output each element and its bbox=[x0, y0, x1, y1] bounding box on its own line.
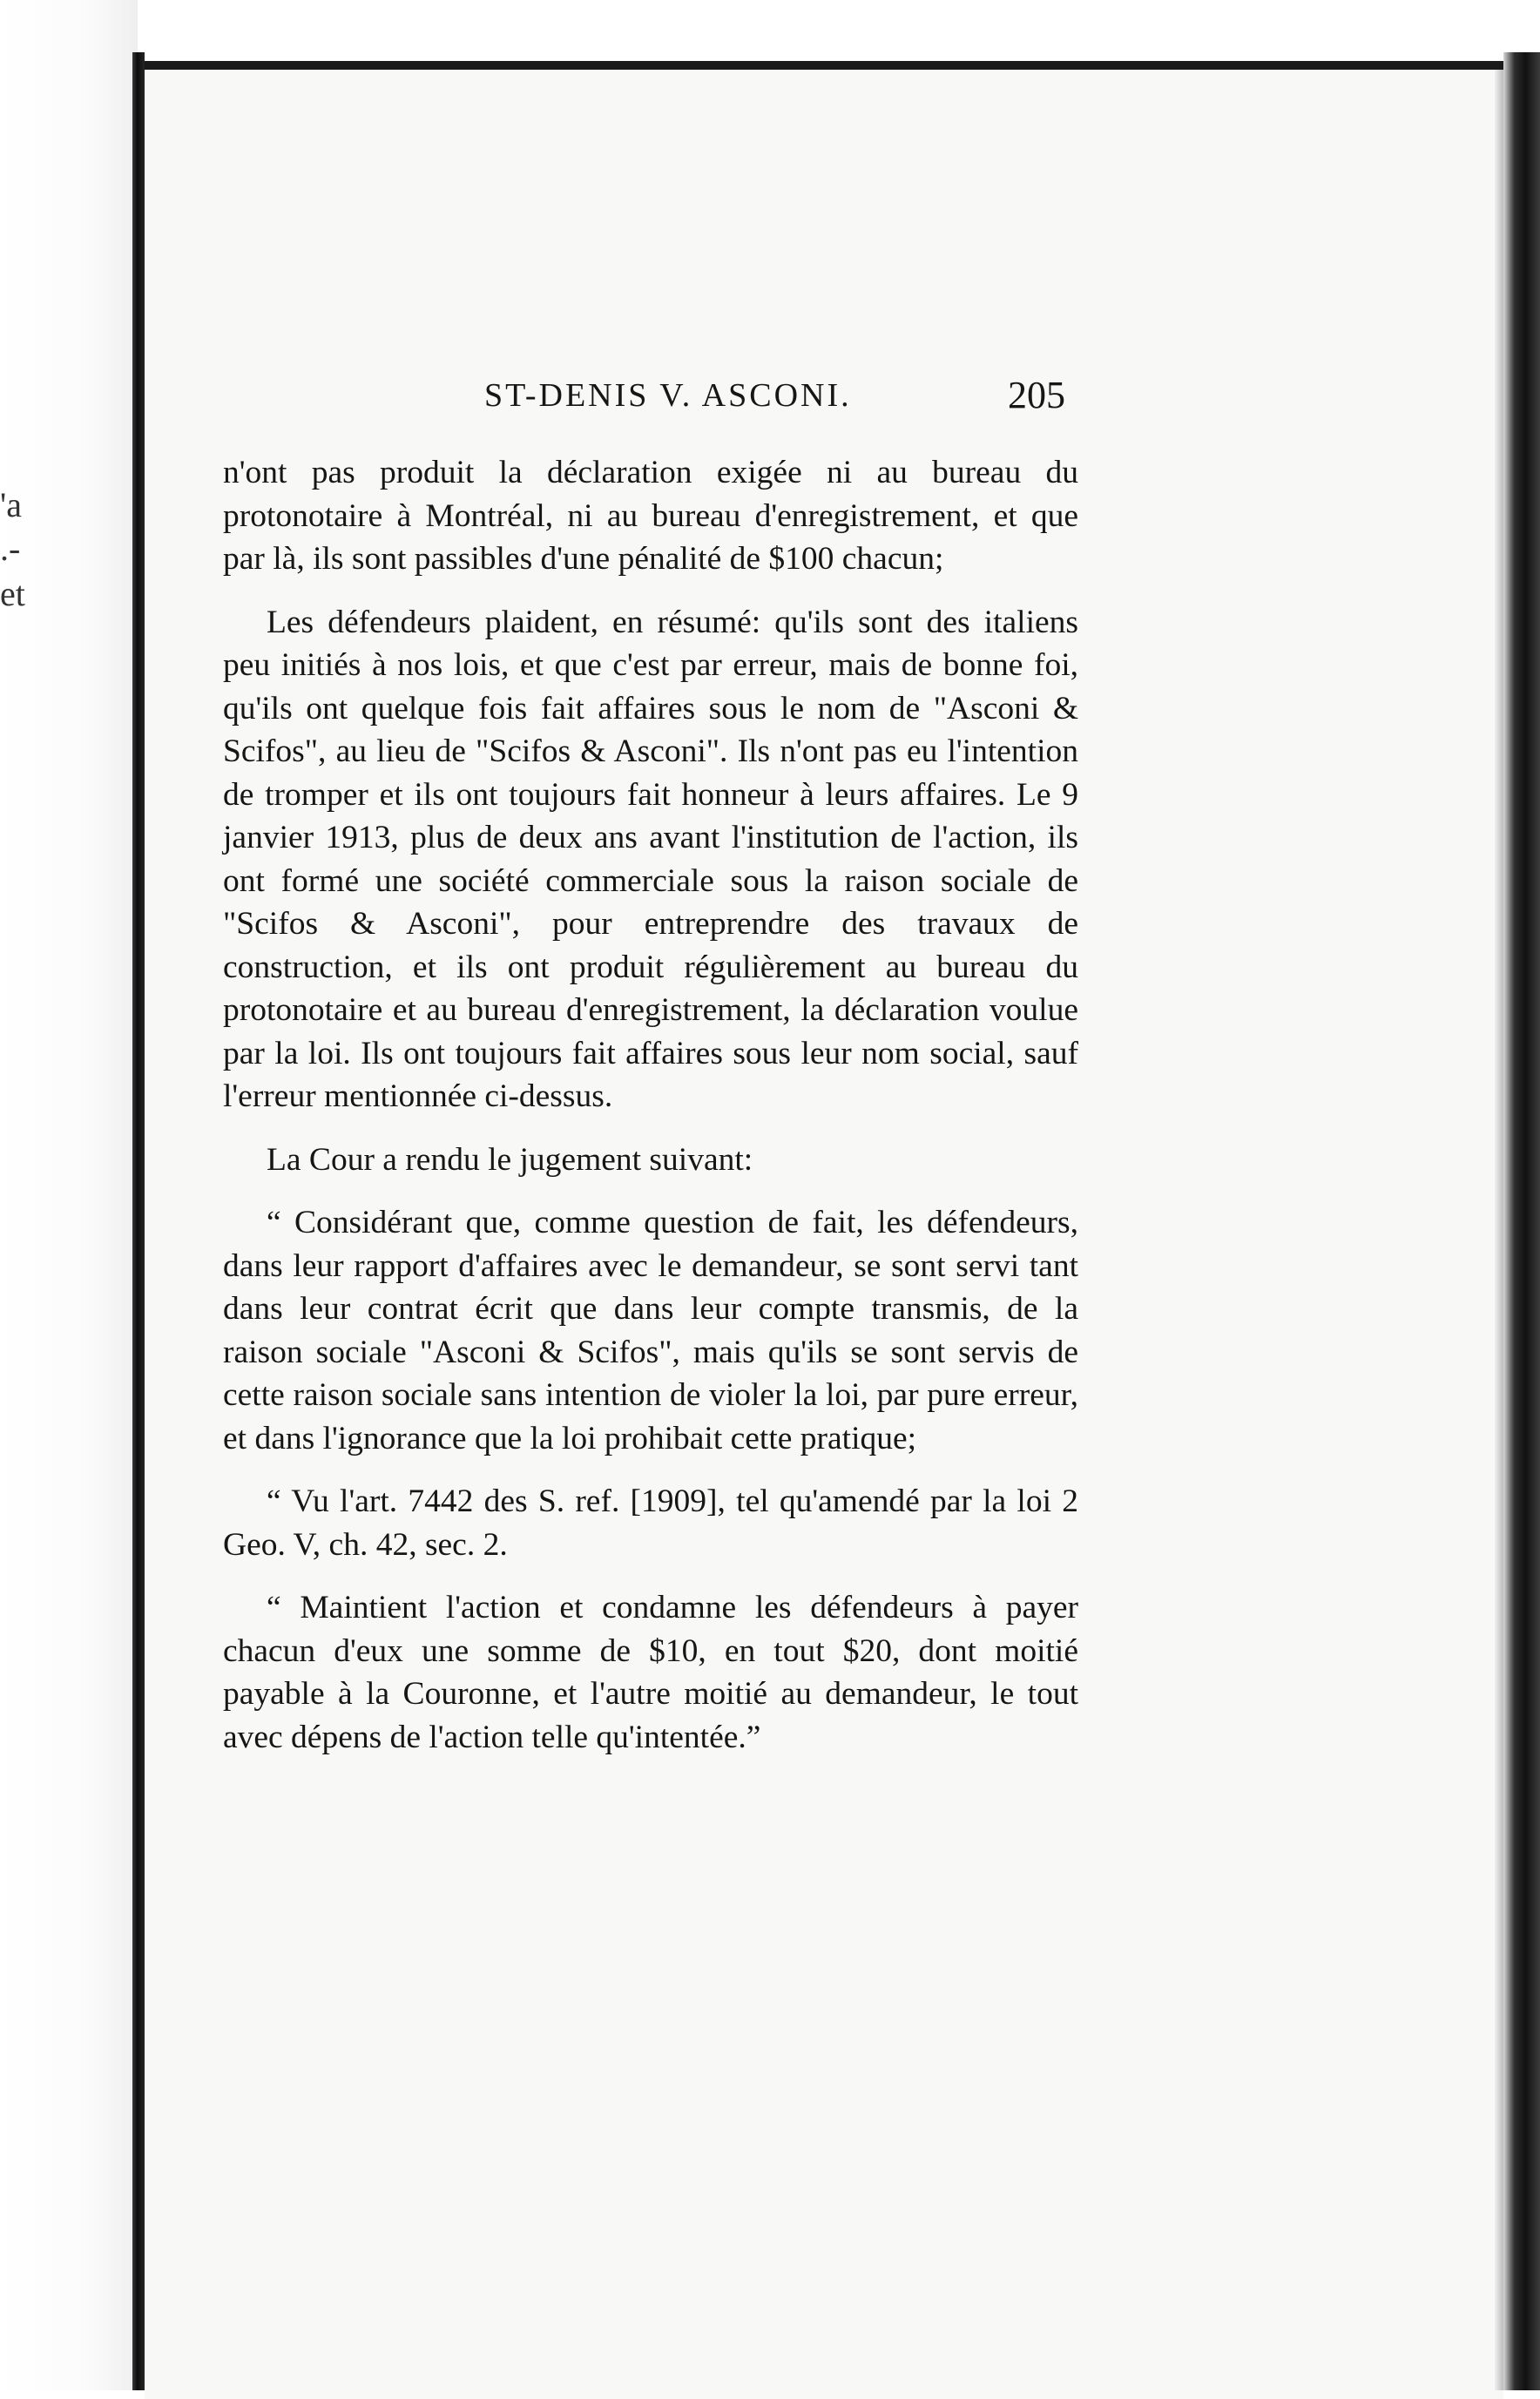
paragraph-4: “ Considérant que, comme question de fait, les défendeurs, dans leur rapport d'affaires avec le demandeur, se sont servi tant dans leur contrat écrit que dans leur compte transmis, de la raison sociale "Asconi & Scifos", mais qu'ils se sont servis de cette raison sociale sans intention de violer la loi, par pure erreur, et dans l'ignorance que la loi prohibait cette pratique; bbox=[223, 1205, 1078, 1456]
book-spine bbox=[132, 52, 145, 2390]
paragraph-5: “ Vu l'art. 7442 des S. ref. [1909], tel qu'amendé par la loi 2 Geo. V, ch. 42, sec. 2. bbox=[223, 1483, 1078, 1563]
paragraph-6: “ Maintient l'action et condamne les défendeurs à payer chacun d'eux une somme de $10, en tout $20, dont moitié payable à la Couronne, et l'autre moitié au demandeur, le tout avec dépens de l'action telle qu'intentée.” bbox=[223, 1590, 1078, 1755]
paragraph-1: n'ont pas produit la déclaration exigée ni au bureau du protonotaire à Montréal, ni au bureau d'enregistrement, et que par là, ils sont passibles d'une pénalité de $100 chacun; bbox=[223, 455, 1078, 577]
page-number: 205 bbox=[1008, 374, 1065, 416]
paragraph-3: La Cour a rendu le jugement suivant: bbox=[267, 1141, 753, 1178]
body-text bbox=[223, 451, 1078, 1779]
spine-shadow bbox=[0, 0, 138, 2390]
page-edge-right bbox=[1503, 52, 1540, 2390]
left-page-fragment-3: et bbox=[0, 574, 25, 613]
left-page-fragment-2: .- bbox=[0, 529, 21, 568]
paragraph-2: Les défendeurs plaident, en résumé: qu'ils sont des italiens peu initiés à nos lois, et que c'est par erreur, mais de bonne foi, qu'ils ont quelque fois fait affaires sous le nom de "Asconi & Scifos", au lieu de "Scifos & Asconi". Ils n'ont pas eu l'intention de tromper et ils ont toujours fait honneur à leurs affaires. Le 9 janvier 1913, plus de deux ans avant l'institution de l'action, ils ont formé une société commerciale sous la raison sociale de "Scifos & Asconi", pour entreprendre des travaux de construction, et ils ont produit régulièrement au bureau du protonotaire et au bureau d'enregistrement, la déclaration voulue par la loi. Ils ont toujours fait affaires sous leur nom social, sauf l'erreur mentionnée ci-dessus. bbox=[223, 604, 1078, 1114]
page-edge-inner bbox=[1495, 70, 1503, 2390]
left-page-fragment-1: 'a bbox=[0, 485, 22, 524]
running-head: ST-DENIS V. ASCONI. bbox=[484, 377, 852, 414]
